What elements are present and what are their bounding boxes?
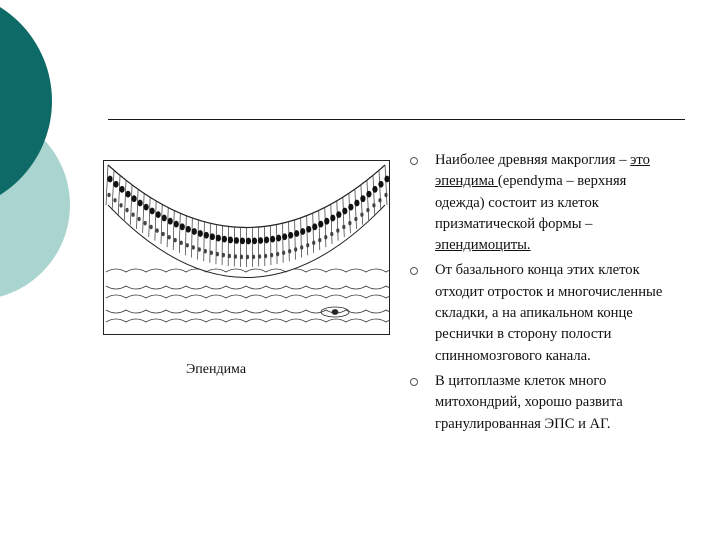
ependyma-drawing: [103, 160, 390, 335]
bullet-circle-icon: [410, 378, 418, 386]
bullet-item: [407, 371, 677, 435]
bullet-text: [435, 152, 650, 253]
bullet-text: От базального конца этих клеток отходит отросток и многочисленные складки, а на апикальном конце реснички в сторону полости спинномозгового канала.: [435, 262, 663, 364]
bullet-circle-icon: [410, 267, 418, 275]
bullet-text-part: (ependyma – верхняя одежда) состоит из клеток призматической формы –: [435, 173, 627, 232]
bullet-item: [407, 260, 677, 366]
bullet-text-underlined: эпендимоциты.: [435, 237, 531, 254]
ependyma-figure: [103, 160, 390, 335]
bullet-text-part: Наиболее древняя макроглия –: [435, 152, 631, 168]
bullet-text: В цитоплазме клеток много митохондрий, хорошо развита гранулированная ЭПС и АГ.: [435, 372, 623, 432]
bullet-list: [407, 150, 677, 439]
figure-caption: Эпендима: [186, 362, 247, 377]
bullet-circle-icon: [410, 157, 418, 165]
bullet-text-underlined: это эпендима: [435, 152, 650, 190]
bullet-item: [407, 150, 677, 256]
title-divider-line: [108, 119, 685, 120]
